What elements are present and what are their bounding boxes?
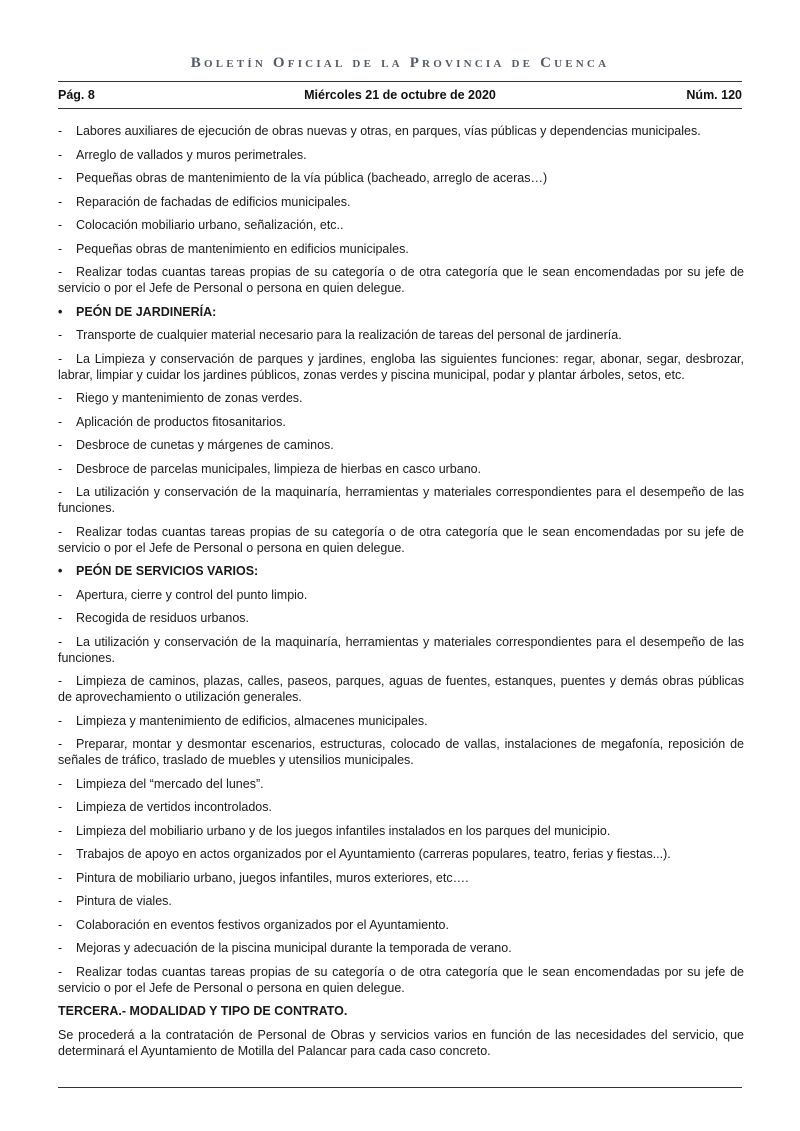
list-item — [58, 484, 744, 516]
dash-marker: - — [58, 634, 63, 649]
list-item — [58, 123, 744, 139]
bullet-icon: • — [58, 564, 63, 578]
dash-marker: - — [58, 941, 63, 955]
list-item-text: Preparar, montar y desmontar escenarios, estructuras, colocado de vallas, instalaciones de megafonía, reposición de señales de tráfico, traslado de muebles y utensilios municipales. — [58, 737, 744, 767]
list-item-text: Riego y mantenimiento de zonas verdes. — [76, 391, 303, 405]
list-item-text: Mejoras y adecuación de la piscina municipal durante la temporada de verano. — [76, 941, 512, 955]
list-item-text: Colocación mobiliario urbano, señalización, etc.. — [76, 218, 344, 232]
list-item-text: La utilización y conservación de la maquinaría, herramientas y materiales correspondientes para el desempeño de las funciones. — [58, 634, 744, 665]
list-item-text: La Limpieza y conservación de parques y jardines, engloba las siguientes funciones: regar, abonar, segar, desbrozar, labrar, limpiar y cuidar los jardines públicos, zonas verdes y piscina municipal, podar y plantar árboles, setos, etc. — [58, 351, 744, 382]
list-item-text: La utilización y conservación de la maquinaría, herramientas y materiales correspondientes para el desempeño de las funciones. — [58, 485, 744, 515]
list-item — [58, 713, 744, 729]
dash-marker: - — [58, 265, 63, 279]
list-item — [58, 634, 744, 666]
list-item-text: Limpieza del “mercado del lunes”. — [76, 776, 264, 791]
list-item-text: Labores auxiliares de ejecución de obras nuevas y otras, en parques, vías públicas y dependencias municipales. — [76, 124, 701, 138]
dash-marker: - — [58, 870, 63, 885]
list-item — [58, 776, 744, 792]
dash-marker: - — [58, 351, 63, 366]
list-item — [58, 823, 744, 839]
list-item-text: Pintura de viales. — [76, 894, 172, 908]
footer-rule — [58, 1087, 742, 1088]
list-item-text: Limpieza del mobiliario urbano y de los juegos infantiles instalados en los parques del municipio. — [76, 823, 611, 838]
list-item-text: Recogida de residuos urbanos. — [76, 611, 250, 625]
list-item-text: Limpieza y mantenimiento de edificios, almacenes municipales. — [76, 713, 428, 728]
dash-marker: - — [58, 461, 63, 476]
section-heading — [58, 304, 744, 320]
dash-marker: - — [58, 611, 63, 625]
list-item — [58, 461, 744, 477]
dash-marker: - — [58, 414, 63, 429]
list-item-text: Trabajos de apoyo en actos organizados por el Ayuntamiento (carreras populares, teatro, ferias y fiestas...). — [76, 847, 671, 861]
list-item — [58, 351, 744, 383]
section-heading — [58, 563, 744, 579]
list-item-text: Reparación de fachadas de edificios municipales. — [76, 194, 351, 209]
list-item-text: Limpieza de caminos, plazas, calles, paseos, parques, aguas de fuentes, estanques, puentes y demás obras públicas de aprovechamiento o utilización generales. — [58, 674, 744, 704]
dash-marker: - — [58, 713, 63, 728]
dash-marker: - — [58, 587, 63, 602]
list-item-text: Transporte de cualquier material necesario para la realización de tareas del personal de jardinería. — [76, 328, 622, 342]
list-item — [58, 870, 744, 886]
dash-marker: - — [58, 964, 63, 979]
list-item-text: Pintura de mobiliario urbano, juegos infantiles, muros exteriores, etc…. — [76, 870, 469, 885]
dash-marker: - — [58, 171, 63, 185]
list-item-text: Colaboración en eventos festivos organizados por el Ayuntamiento. — [76, 917, 449, 932]
list-item-text: Arreglo de vallados y muros perimetrales. — [76, 147, 307, 162]
list-item-text: Aplicación de productos fitosanitarios. — [76, 414, 286, 429]
paragraph: Se procederá a la contratación de Personal de Obras y servicios varios en función de las necesidades del servicio, que determinará el Ayuntamiento de Motilla del Palancar para cada caso concreto. — [58, 1027, 744, 1058]
list-item — [58, 327, 744, 343]
list-item — [58, 437, 744, 453]
list-item — [58, 736, 744, 768]
dash-marker: - — [58, 391, 63, 405]
dash-marker: - — [58, 438, 63, 452]
dash-marker: - — [58, 485, 63, 499]
page-header — [58, 88, 742, 108]
bulletin-masthead: Boletín Oficial de la Provincia de Cuenca — [190, 55, 610, 71]
list-item — [58, 893, 744, 909]
bullet-icon: • — [58, 304, 63, 319]
list-item — [58, 194, 744, 210]
dash-marker: - — [58, 147, 63, 162]
issue-date: Miércoles 21 de octubre de 2020 — [304, 88, 496, 102]
list-item — [58, 147, 744, 163]
page-number: Pág. 8 — [58, 88, 95, 102]
list-item — [58, 846, 744, 862]
list-item — [58, 799, 744, 815]
dash-marker: - — [58, 737, 63, 751]
section-heading-text: PEÓN DE SERVICIOS VARIOS: — [76, 564, 259, 578]
dash-marker: - — [58, 674, 63, 688]
list-item — [58, 264, 744, 296]
list-item — [58, 170, 744, 186]
masthead-rule — [58, 81, 742, 82]
list-item-text: Pequeñas obras de mantenimiento en edificios municipales. — [76, 241, 409, 256]
list-item-text: Realizar todas cuantas tareas propias de su categoría o de otra categoría que le sean encomendadas por su jefe de servicio o por el Jefe de Personal o persona en quien delegue. — [58, 524, 744, 555]
list-item-text: Desbroce de parcelas municipales, limpieza de hierbas en casco urbano. — [76, 461, 482, 476]
list-item — [58, 524, 744, 556]
dash-marker: - — [58, 328, 63, 342]
dash-marker: - — [58, 800, 63, 814]
list-item — [58, 940, 744, 956]
dash-marker: - — [58, 847, 63, 861]
list-item — [58, 964, 744, 996]
list-item — [58, 390, 744, 406]
list-item-text: Apertura, cierre y control del punto limpio. — [76, 587, 308, 602]
list-item — [58, 610, 744, 626]
section-heading-text: PEÓN DE JARDINERÍA: — [76, 304, 217, 319]
dash-marker: - — [58, 917, 63, 932]
list-item — [58, 414, 744, 430]
dash-marker: - — [58, 524, 63, 539]
dash-marker: - — [58, 194, 63, 209]
dash-marker: - — [58, 218, 63, 232]
list-item — [58, 587, 744, 603]
document-body — [58, 123, 744, 1059]
list-item — [58, 917, 744, 933]
dash-marker: - — [58, 776, 63, 791]
list-item — [58, 673, 744, 705]
list-item-text: Desbroce de cunetas y márgenes de caminos. — [76, 438, 334, 452]
list-item-text: Limpieza de vertidos incontrolados. — [76, 800, 272, 814]
dash-marker: - — [58, 894, 63, 908]
list-item — [58, 217, 744, 233]
clause-heading: TERCERA.- MODALIDAD Y TIPO DE CONTRATO. — [58, 1004, 348, 1018]
dash-marker: - — [58, 124, 63, 138]
list-item — [58, 241, 744, 257]
list-item-text: Realizar todas cuantas tareas propias de su categoría o de otra categoría que le sean encomendadas por su jefe de servicio o por el Jefe de Personal o persona en quien delegue. — [58, 964, 744, 995]
header-rule — [58, 108, 742, 109]
issue-number: Núm. 120 — [686, 88, 742, 102]
dash-marker: - — [58, 823, 63, 838]
list-item-text: Pequeñas obras de mantenimiento de la vía pública (bacheado, arreglo de aceras…) — [76, 171, 548, 185]
dash-marker: - — [58, 241, 63, 256]
list-item-text: Realizar todas cuantas tareas propias de su categoría o de otra categoría que le sean encomendadas por su jefe de servicio o por el Jefe de Personal o persona en quien delegue. — [58, 265, 744, 295]
